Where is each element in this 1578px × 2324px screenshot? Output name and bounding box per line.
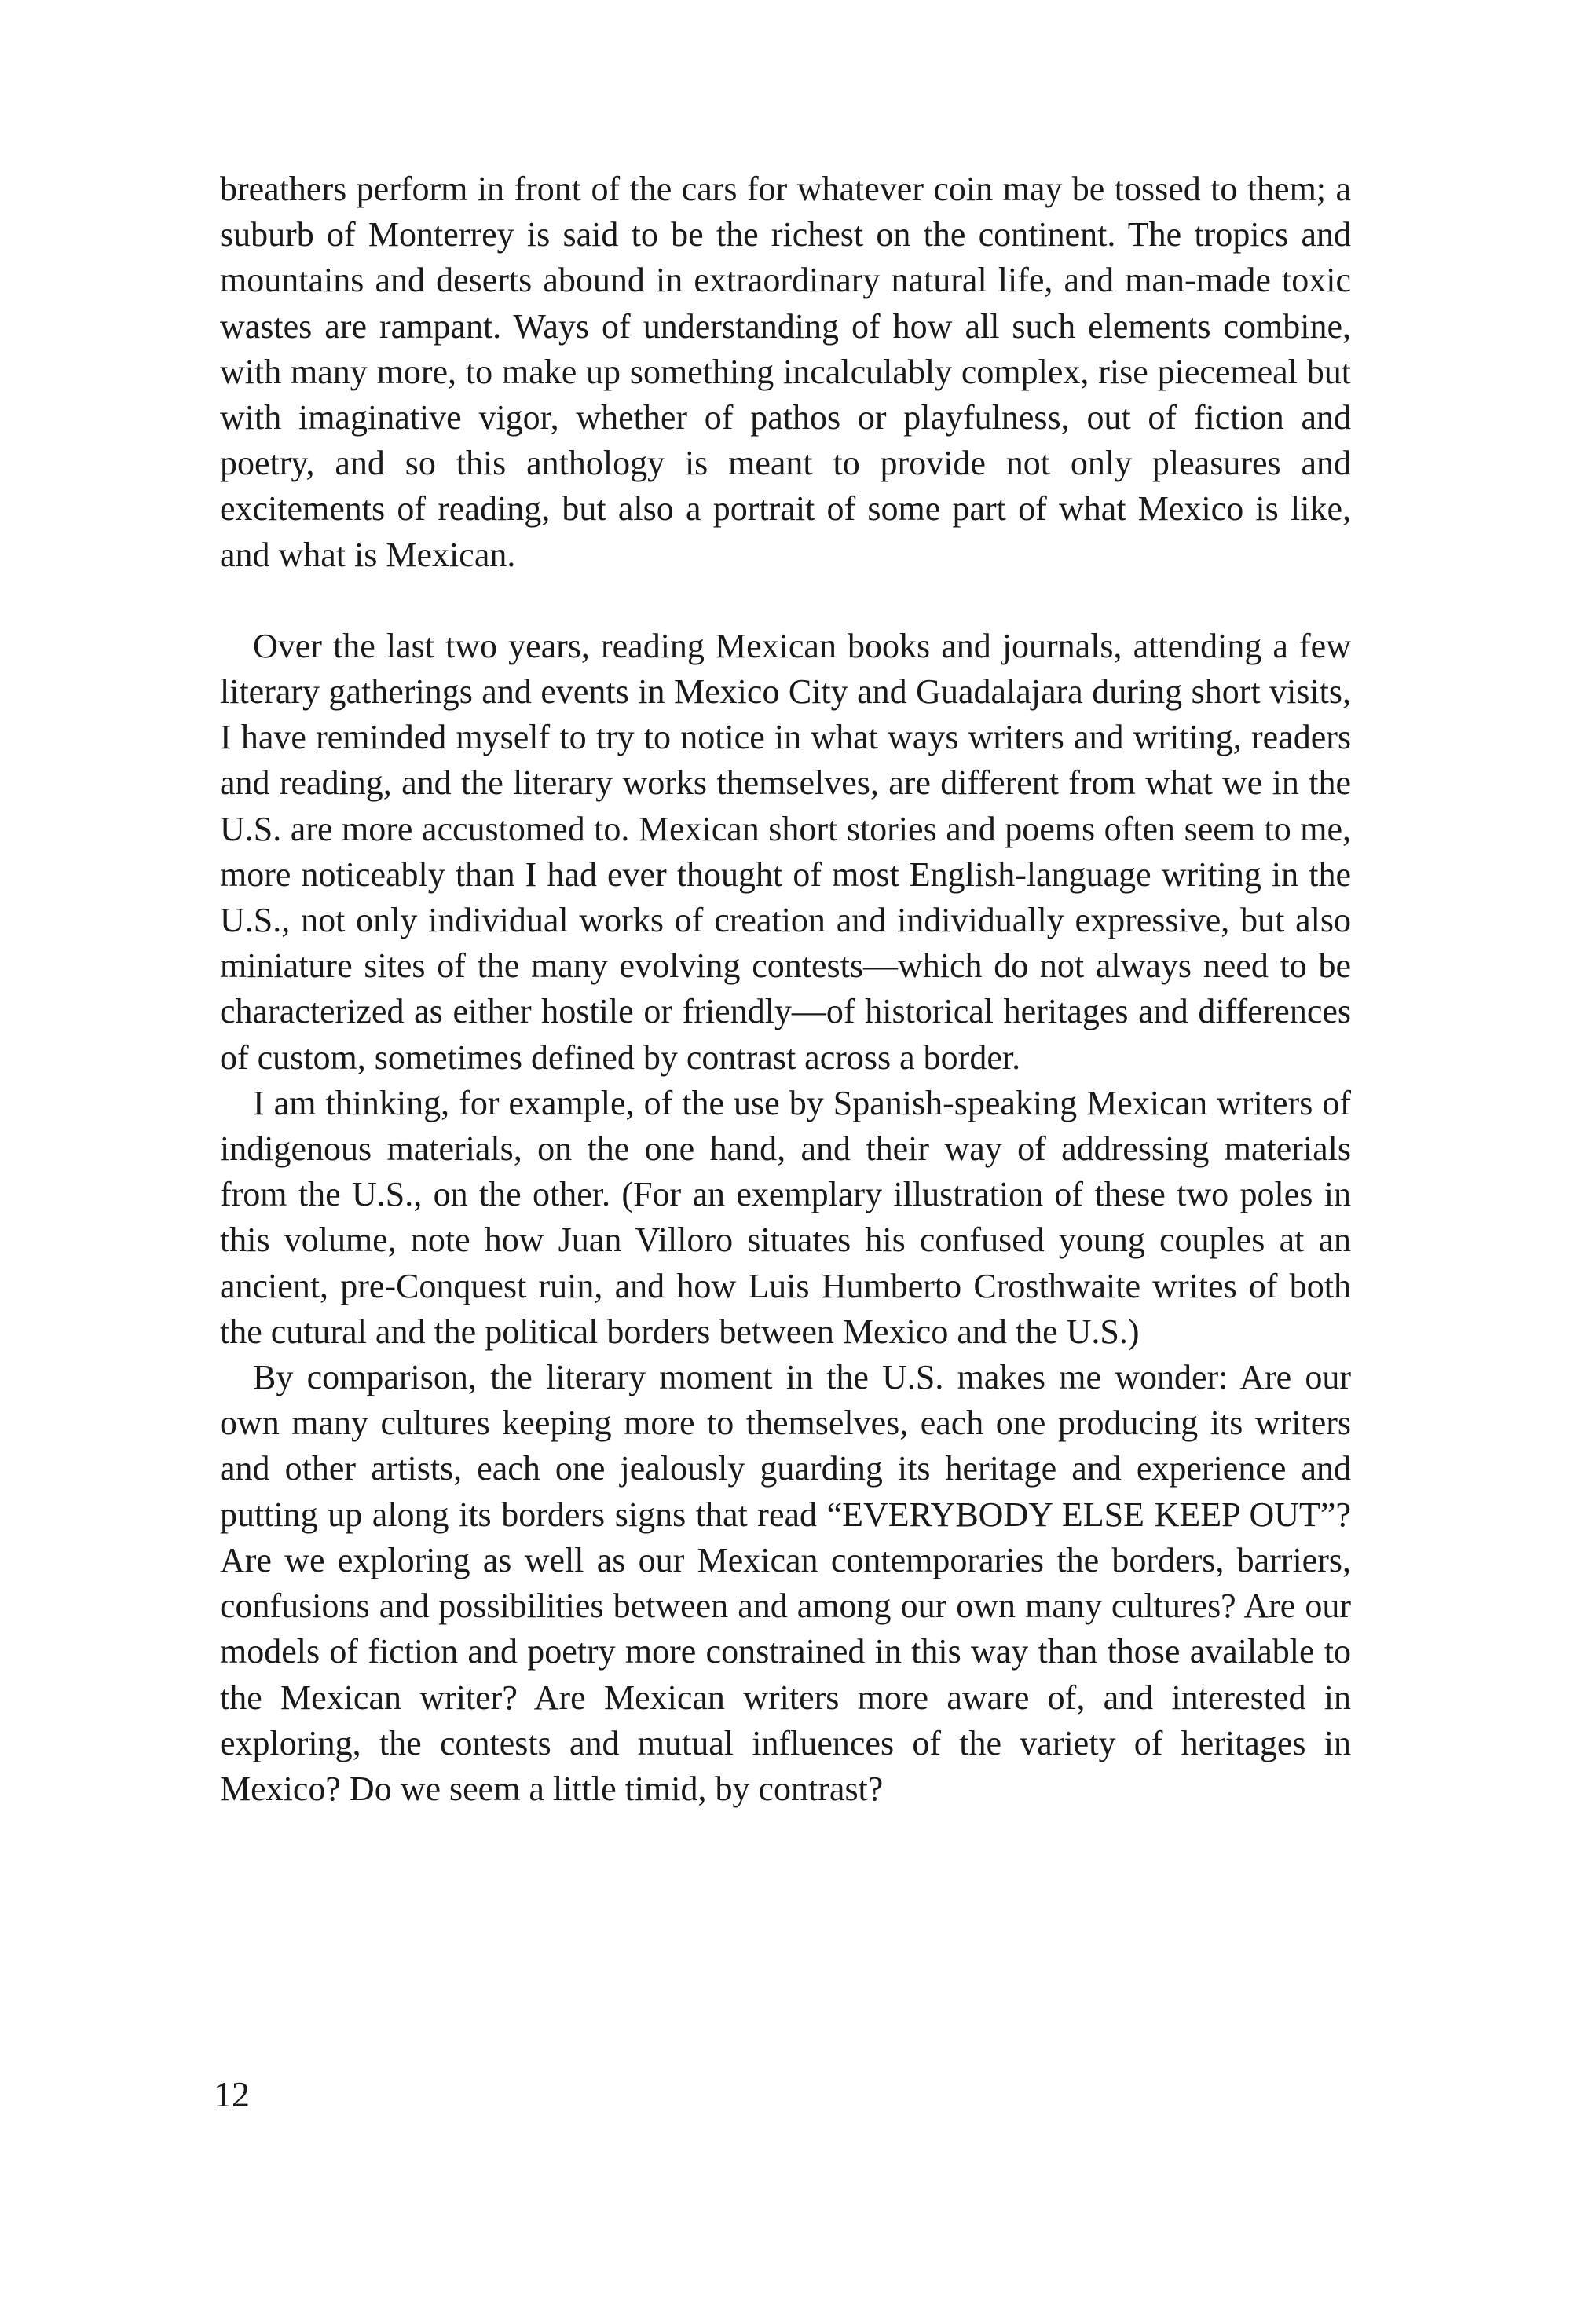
paragraph-3: I am thinking, for example, of the use by Spanish-speaking Mexican writers of indigenous materials, on the one hand, and their way of addressing materials from the U.S., on the other. (For an exemplary illustration of these two poles in this volume, note how Juan Villoro situates his confused young couples at an ancient, pre-Conquest ruin, and how Luis Humberto Crosthwaite writes of both the cutural and the political borders between Mexico and the U.S.) <box>220 1083 1351 1351</box>
paragraph-gap <box>220 578 1351 624</box>
body-text <box>220 167 1351 1812</box>
paragraph-4: By comparison, the literary moment in the U.S. makes me wonder: Are our own many cultures keeping more to themselves, each one producing its writers and other artists, each one jealously guarding its heritage and experience and putting up along its borders signs that read “EVERYBODY ELSE KEEP OUT”? Are we exploring as well as our Mexican contemporaries the borders, barriers, confusions and possibilities between and among our own many cultures? Are our models of fiction and poetry more constrained in this way than those available to the Mexican writer? Are Mexican writers more aware of, and interested in exploring, the contests and mutual influences of the variety of heritages in Mexico? Do we seem a little timid, by contrast? <box>220 1358 1351 1808</box>
paragraph-1: breathers perform in front of the cars for whatever coin may be tossed to them; a suburb of Monterrey is said to be the richest on the continent. The tropics and mountains and deserts abound in extraordinary natural life, and man-made toxic wastes are rampant. Ways of understanding of how all such elements combine, with many more, to make up something incalculably complex, rise piecemeal but with imaginative vigor, whether of pathos or playfulness, out of fiction and poetry, and so this anthology is meant to provide not only pleasures and excitements of reading, but also a portrait of some part of what Mexico is like, and what is Mexican. <box>220 170 1351 574</box>
page-number: 12 <box>214 2074 250 2114</box>
paragraph-2: Over the last two years, reading Mexican books and journals, attending a few literary gatherings and events in Mexico City and Guadalajara during short visits, I have reminded myself to try to notice in what ways writers and writing, readers and reading, and the literary works themselves, are different from what we in the U.S. are more accustomed to. Mexican short stories and poems often seem to me, more noticeably than I had ever thought of most English-language writing in the U.S., not only individual works of creation and individually expressive, but also miniature sites of the many evolving contests—which do not always need to be characterized as either hostile or friendly—of historical heritages and differences of custom, sometimes defined by contrast across a border. <box>220 626 1351 1077</box>
